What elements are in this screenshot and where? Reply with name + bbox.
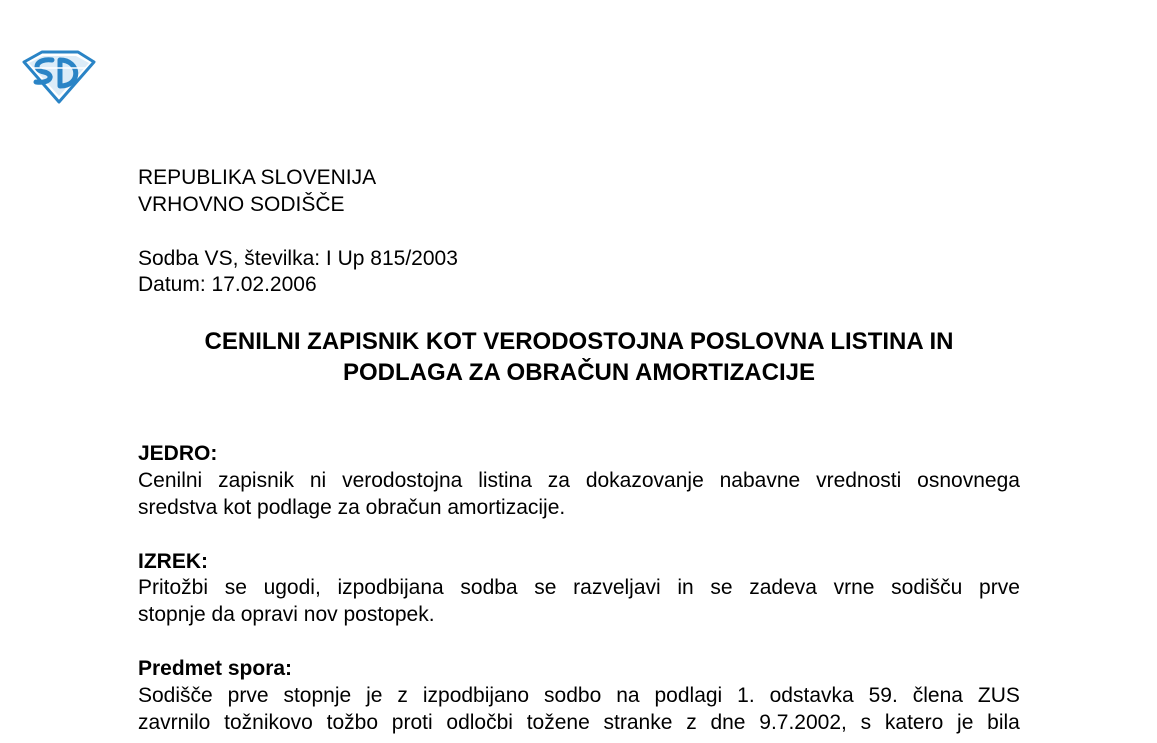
text-line: sredstva kot podlage za obračun amortizacije.: [138, 495, 566, 519]
case-number: Sodba VS, številka: I Up 815/2003: [138, 247, 458, 270]
judgment-date: Datum: 17.02.2006: [138, 273, 317, 296]
section-heading-izrek: IZREK:: [138, 550, 208, 573]
text-line: Cenilni zapisnik ni verodostojna listina za dokazovanje nabavne vrednosti osnovnega: [138, 469, 1020, 492]
text-line: zavrnilo tožnikovo tožbo proti odločbi tožene stranke z dne 9.7.2002, s katero je bila: [138, 710, 1020, 734]
section-heading-predmet: Predmet spora:: [138, 657, 293, 680]
document-title-line-2: PODLAGA ZA OBRAČUN AMORTIZACIJE: [343, 359, 815, 386]
document-title-line-1: CENILNI ZAPISNIK KOT VERODOSTOJNA POSLOVNA LISTINA IN: [204, 328, 954, 355]
text-line: stopnje da opravi nov postopek.: [138, 602, 435, 626]
court-logo: [22, 48, 96, 104]
section-text-izrek: [138, 575, 1020, 628]
section-heading-jedro: JEDRO:: [138, 442, 218, 465]
text-line: Sodišče prve stopnje je z izpodbijano sodbo na podlagi 1. odstavka 59. člena ZUS: [138, 684, 1020, 707]
header-court: VRHOVNO SODIŠČE: [138, 193, 345, 216]
section-text-predmet: [138, 683, 1020, 736]
section-text-jedro: [138, 468, 1020, 521]
text-line: Pritožbi se ugodi, izpodbijana sodba se razveljavi in se zadeva vrne sodišču prve: [138, 576, 1020, 599]
header-republic: REPUBLIKA SLOVENIJA: [138, 166, 377, 189]
